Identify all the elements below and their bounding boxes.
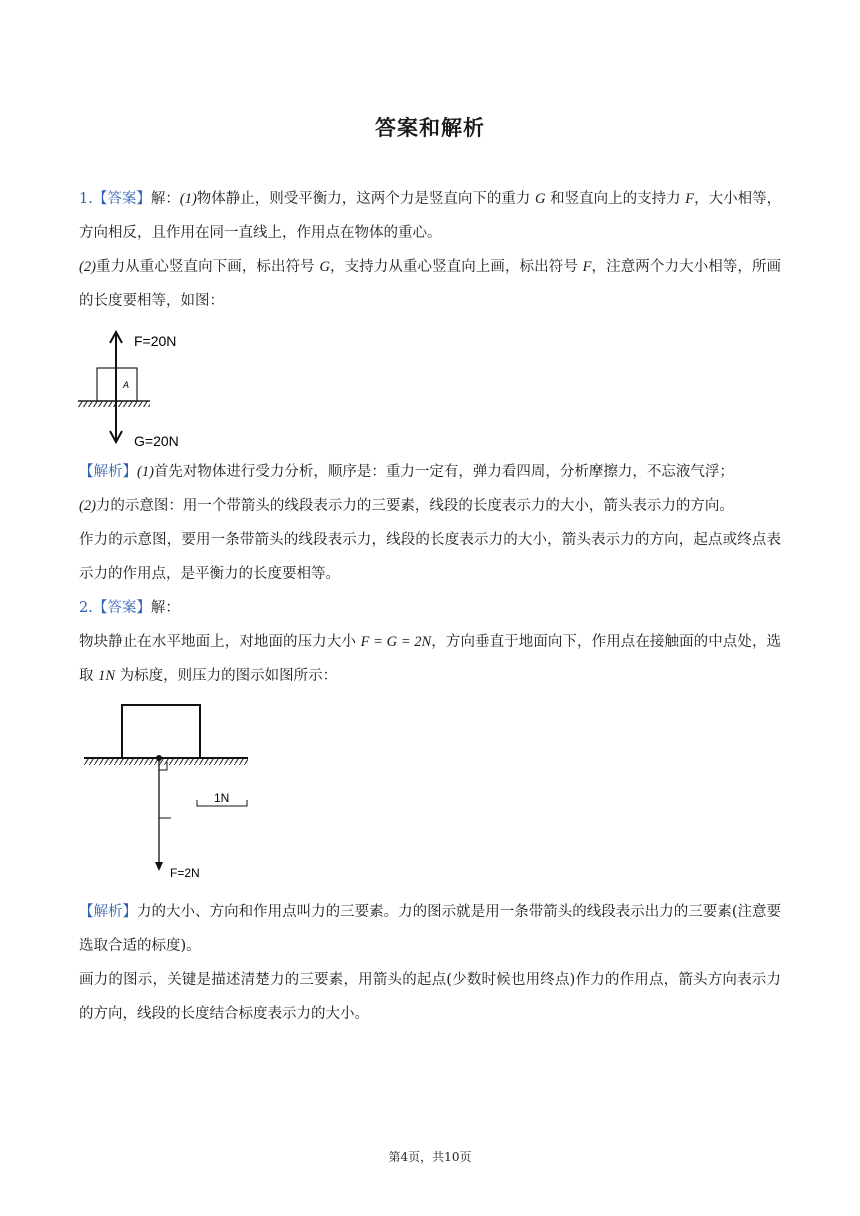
q2-answer-text: 为标度，则压力的图示如图所示： — [119, 668, 338, 684]
q1-answer-text: ，大小相等，方向相反，且作用在同一直线上，作用点在物体的重心。 — [79, 191, 782, 241]
q1-analysis-tag: 【解析】 — [79, 464, 137, 480]
q1-answer-text: 和竖直向上的支持力 — [550, 191, 681, 207]
q1-analysis-1 — [79, 455, 781, 489]
q1-answer-text: 重力从重心竖直向下画，标出符号 — [95, 259, 315, 275]
q1-answer-text: ，注意两个力大小相等，所画的长度要相等，如图： — [79, 259, 782, 309]
q2-unit: 1N — [98, 668, 116, 684]
q1-answer-tag: 【答案】 — [92, 191, 151, 207]
gravity-label: G=20N — [134, 433, 179, 449]
q2-analysis-tag: 【解析】 — [79, 904, 138, 920]
force-label: F=2N — [170, 866, 200, 880]
ground-hatching — [84, 758, 248, 765]
q2-answer-text: ，方向垂直于地面向下，作用点在接触面的中点处，选取 — [79, 634, 782, 684]
q1-symbol-f: F — [685, 191, 695, 207]
q2-answer-text: 物块静止在水平地面上，对地面的压力大小 — [79, 634, 356, 650]
q1-answer-paragraph-1 — [79, 182, 781, 250]
q1-analysis-text: 首先对物体进行受力分析，顺序是：重力一定有，弹力看四周，分析摩擦力，不忘液气浮； — [153, 464, 734, 480]
q1-answer-text: (2) — [79, 259, 96, 275]
q2-answer-tag: 【答案】 — [92, 600, 151, 616]
q1-analysis-text: (2) — [79, 498, 96, 514]
q1-symbol-f: F — [582, 259, 592, 275]
scale-label: 1N — [214, 791, 230, 805]
page-title: 答案和解析 — [375, 116, 485, 140]
q1-analysis-text: 力的示意图：用一个带箭头的线段表示力的三要素，线段的长度表示力的大小，箭头表示力的方向。 — [95, 498, 734, 514]
block — [122, 705, 200, 758]
support-force-label: F=20N — [134, 333, 177, 349]
q1-number: 1. — [79, 191, 93, 207]
ground-hatching — [78, 401, 150, 407]
q2-formula: F = G = 2N — [360, 634, 432, 650]
q1-symbol-g: G — [534, 191, 546, 207]
q1-answer-text: 解： — [150, 191, 180, 207]
q2-analysis-2: 画力的图示，关键是描述清楚力的三要素，用箭头的起点(少数时候也用终点)作力的作用点，箭头方向表示力的方向，线段的长度结合标度表示力的大小。 — [79, 972, 781, 1022]
q2-answer-paragraph — [79, 625, 781, 693]
q2-analysis-1 — [79, 895, 781, 963]
q1-answer-text: (1) — [179, 191, 197, 207]
q1-analysis-3: 作力的示意图，要用一条带箭头的线段表示力，线段的长度表示力的大小，箭头表示力的方向，起点或终点表示力的作用点，是平衡力的长度要相等。 — [79, 532, 781, 582]
page-footer: 第4页，共10页 — [388, 1150, 472, 1164]
q2-answer-header — [79, 591, 781, 625]
q1-answer-paragraph-2 — [79, 250, 781, 318]
q2-pressure-diagram — [80, 700, 252, 880]
q1-analysis-text: (1) — [137, 464, 154, 480]
q1-answer-text: 物体静止，则受平衡力，这两个力是竖直向下的重力 — [196, 191, 531, 207]
q1-force-diagram — [78, 328, 208, 452]
q2-answer-text: 解： — [150, 600, 180, 616]
q1-answer-text: ，支持力从重心竖直向上画，标出符号 — [329, 259, 578, 275]
down-arrow-icon — [155, 862, 163, 871]
q2-analysis-text: 力的大小、方向和作用点叫力的三要素。力的图示就是用一条带箭头的线段表示出力的三要素(注意要选取合适的标度)。 — [79, 904, 781, 954]
q1-symbol-g: G — [319, 259, 330, 275]
q2-number: 2. — [79, 600, 93, 616]
block-label: A — [123, 380, 130, 390]
q1-analysis-2 — [79, 489, 781, 523]
